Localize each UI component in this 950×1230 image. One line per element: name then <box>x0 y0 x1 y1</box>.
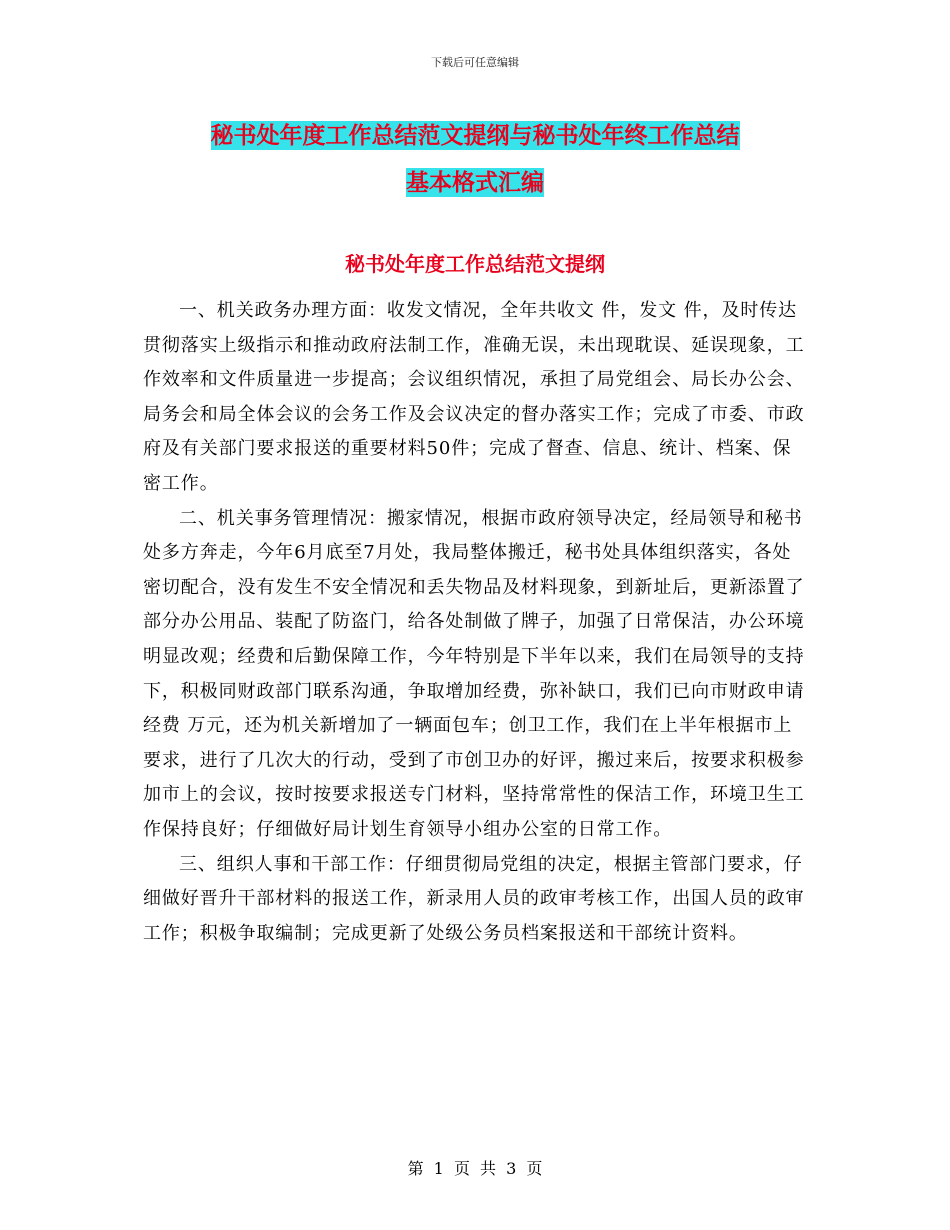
page-number-footer: 第 1 页 共 3 页 <box>407 1159 543 1178</box>
document-title-line-2: 基本格式汇编 <box>406 169 544 196</box>
page-header-note: 下载后可任意编辑 <box>431 56 519 69</box>
section-title: 秘书处年度工作总结范文提纲 <box>345 252 605 276</box>
document-title <box>0 112 950 206</box>
paragraph-1: 一、机关政务办理方面：收发文情况，全年共收文 件，发文 件，及时传达贯彻落实上级指示和推动政府法制工作，准确无误，未出现耽误、延误现象，工作效率和文件质量进一步提高；会议组织情况，承担了局党组会、局长办公会、局务会和局全体会议的会务工作及会议决定的督办落实工作；完成了市委、市政府及有关部门要求报送的重要材料50件；完成了督查、信息、统计、档案、保密工作。 <box>143 300 805 494</box>
document-title-line-1: 秘书处年度工作总结范文提纲与秘书处年终工作总结 <box>210 122 740 149</box>
paragraph-3: 三、组织人事和干部工作：仔细贯彻局党组的决定，根据主管部门要求，仔细做好晋升干部材料的报送工作，新录用人员的政审考核工作，出国人员的政审工作；积极争取编制；完成更新了处级公务员档案报送和干部统计资料。 <box>143 853 805 944</box>
document-body <box>143 294 807 951</box>
paragraph-2: 二、机关事务管理情况：搬家情况，根据市政府领导决定，经局领导和秘书处多方奔走，今年6月底至7月处，我局整体搬迁，秘书处具体组织落实，各处密切配合，没有发生不安全情况和丢失物品及材料现象，到新址后，更新添置了部分办公用品、装配了防盗门，给各处制做了牌子，加强了日常保洁，办公环境明显改观；经费和后勤保障工作，今年特别是下半年以来，我们在局领导的支持下，积极同财政部门联系沟通，争取增加经费，弥补缺口，我们已向市财政申请经费 万元，还为机关新增加了一辆面包车；创卫工作，我们在上半年根据市上要求，进行了几次大的行动，受到了市创卫办的好评，搬过来后，按要求积极参加市上的会议，按时按要求报送专门材料，坚持常常性的保洁工作，环境卫生工作保持良好；仔细做好局计划生育领导小组办公室的日常工作。 <box>143 507 805 840</box>
